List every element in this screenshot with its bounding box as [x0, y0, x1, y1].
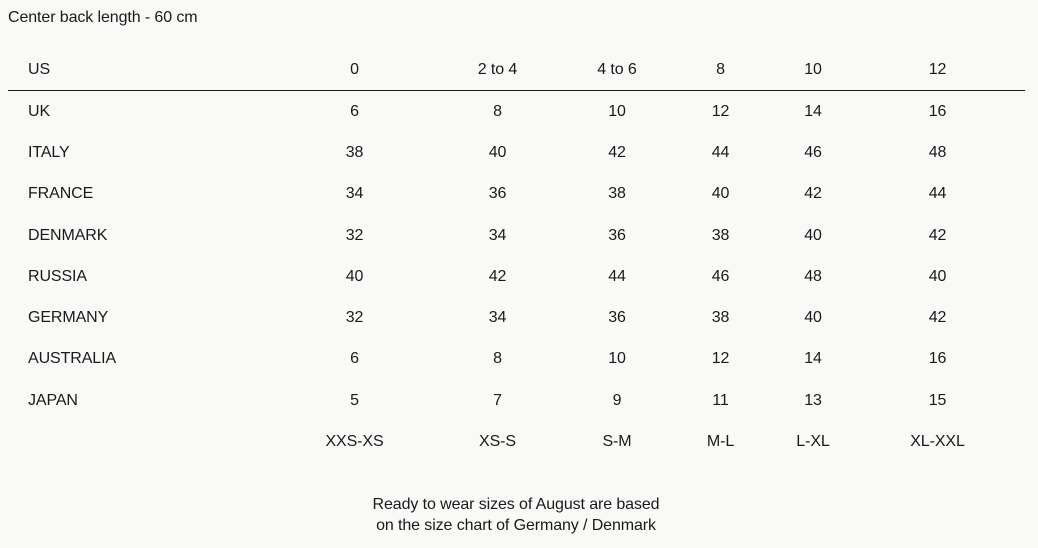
row-label: JAPAN	[28, 391, 78, 409]
size-cell: 44	[711, 143, 730, 161]
size-cell: 36	[608, 309, 626, 327]
size-cell: 38	[345, 143, 364, 161]
table-row	[8, 380, 1025, 421]
row-label: UK	[28, 102, 51, 120]
table-row	[8, 256, 1025, 297]
table-body	[8, 91, 1025, 463]
row-label: GERMANY	[28, 309, 109, 327]
size-cell: 40	[488, 143, 507, 161]
table-header	[8, 50, 1025, 91]
size-cell: 7	[493, 391, 502, 409]
size-cell: 42	[928, 226, 947, 244]
size-cell: 8	[493, 350, 502, 368]
size-cell: 14	[804, 350, 822, 368]
header-size-cell: 4 to 6	[569, 50, 665, 91]
size-cell: 9	[612, 391, 622, 409]
size-cell: 44	[608, 267, 626, 285]
size-cell: 16	[928, 350, 947, 368]
size-cell: 6	[350, 102, 359, 120]
size-cell: 46	[711, 267, 730, 285]
size-cell: 32	[345, 226, 364, 244]
size-cell: 36	[488, 185, 507, 203]
row-label: ITALY	[28, 143, 70, 161]
size-cell: 34	[488, 226, 507, 244]
size-cell: 12	[711, 102, 730, 120]
size-cell: L-XL	[796, 433, 830, 451]
row-label: AUSTRALIA	[28, 350, 117, 368]
size-cell: 42	[928, 309, 947, 327]
row-label	[8, 421, 283, 462]
table-row	[8, 297, 1025, 338]
size-cell: M-L	[706, 433, 735, 451]
size-cell: 42	[804, 185, 822, 203]
size-cell: 34	[488, 309, 507, 327]
size-cell: 8	[493, 102, 502, 120]
size-cell: 10	[608, 102, 626, 120]
size-cell: XL-XXL	[910, 433, 965, 451]
size-cell: 34	[345, 185, 364, 203]
size-cell: 38	[711, 226, 730, 244]
header-size-cell: 8	[665, 50, 776, 91]
size-cell: 40	[804, 309, 822, 327]
size-cell: 48	[928, 143, 947, 161]
size-cell: 40	[711, 185, 730, 203]
table-row	[8, 91, 1025, 133]
center-back-length-note: Center back length - 60 cm	[8, 9, 198, 26]
size-cell: 12	[711, 350, 730, 368]
size-cell: 6	[350, 350, 359, 368]
row-label: FRANCE	[28, 185, 94, 203]
header-size-cell: 2 to 4	[426, 50, 569, 91]
size-cell: 40	[804, 226, 822, 244]
size-cell: 32	[345, 309, 364, 327]
sizing-footnote	[316, 494, 716, 536]
row-label: RUSSIA	[28, 267, 87, 285]
table-row	[8, 132, 1025, 173]
header-row	[8, 50, 1025, 91]
size-cell: 42	[608, 143, 626, 161]
size-cell: 40	[345, 267, 364, 285]
size-cell: S-M	[602, 433, 632, 451]
size-cell: 10	[608, 350, 626, 368]
header-size-cell: 12	[850, 50, 1025, 91]
table-row	[8, 339, 1025, 380]
size-cell: 14	[804, 102, 822, 120]
size-cell: 38	[711, 309, 730, 327]
size-cell: 13	[804, 391, 822, 409]
size-cell: 38	[608, 185, 626, 203]
footnote-line-1: Ready to wear sizes of August are based	[372, 496, 660, 513]
size-cell: XS-S	[479, 433, 516, 451]
table-row	[8, 174, 1025, 215]
row-label: DENMARK	[28, 226, 108, 244]
size-cell: 15	[928, 391, 947, 409]
table-row	[8, 215, 1025, 256]
size-cell: XXS-XS	[325, 433, 384, 451]
size-cell: 40	[928, 267, 947, 285]
size-cell: 36	[608, 226, 626, 244]
size-cell: 44	[928, 185, 947, 203]
table-row	[8, 421, 1025, 462]
size-cell: 16	[928, 102, 947, 120]
footnote-line-2: on the size chart of Germany / Denmark	[376, 517, 656, 534]
size-cell: 5	[350, 391, 359, 409]
header-label-us: US	[8, 50, 283, 91]
header-size-cell: 0	[283, 50, 426, 91]
size-conversion-table	[8, 50, 1025, 463]
header-size-cell: 10	[776, 50, 850, 91]
size-cell: 46	[804, 143, 822, 161]
size-cell: 48	[804, 267, 822, 285]
size-cell: 42	[488, 267, 507, 285]
size-cell: 11	[712, 391, 729, 409]
